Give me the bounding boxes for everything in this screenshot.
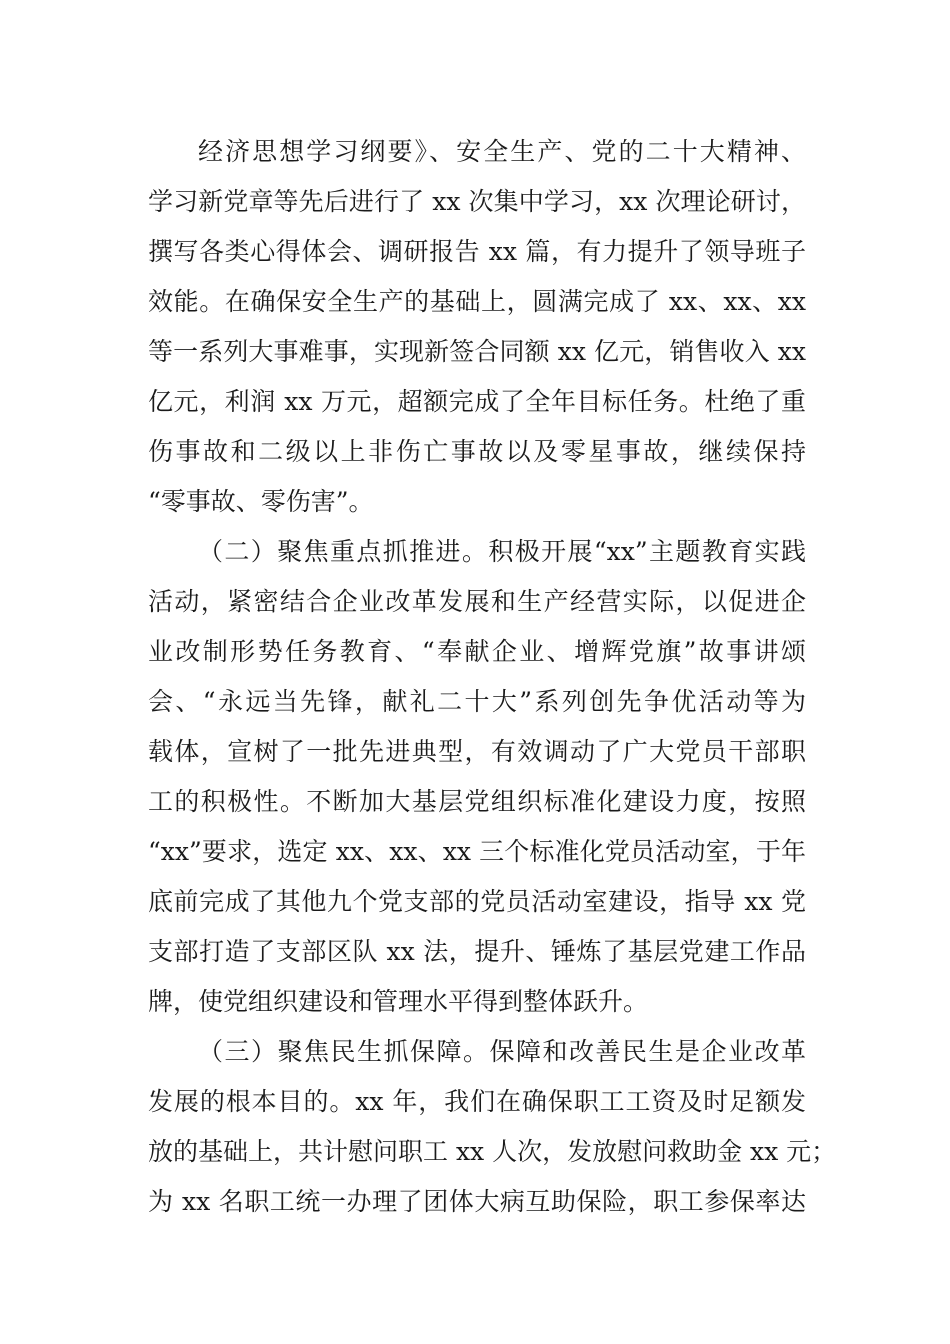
paragraph-line: 支部打造了支部区队 xx 法，提升、锤炼了基层党建工作品 — [148, 937, 806, 966]
paragraph-line: 载体，宣树了一批先进典型，有效调动了广大党员干部职 — [148, 737, 806, 766]
paragraph-line: “xx”要求，选定 xx、xx、xx 三个标准化党员活动室，于年 — [148, 837, 806, 866]
paragraph-line: 牌，使党组织建设和管理水平得到整体跃升。 — [148, 987, 649, 1016]
paragraph-line: 业改制形势任务教育、“奉献企业、增辉党旗”故事讲颂 — [148, 637, 806, 666]
paragraph-line: 经济思想学习纲要》、安全生产、党的二十大精神、 — [198, 137, 806, 166]
paragraph-line: 学习新党章等先后进行了 xx 次集中学习，xx 次理论研讨， — [148, 187, 806, 216]
paragraph-line: “零事故、零伤害”。 — [148, 487, 374, 516]
paragraph-line: 放的基础上，共计慰问职工 xx 人次，发放慰问救助金 xx 元； — [148, 1137, 837, 1166]
paragraph-line: 撰写各类心得体会、调研报告 xx 篇，有力提升了领导班子 — [148, 237, 806, 266]
paragraph-line: 活动，紧密结合企业改革发展和生产经营实际，以促进企 — [148, 587, 806, 616]
paragraph-line: 亿元，利润 xx 万元，超额完成了全年目标任务。杜绝了重 — [148, 387, 806, 416]
paragraph-line: 效能。在确保安全生产的基础上，圆满完成了 xx、xx、xx — [148, 287, 806, 316]
paragraph-line: 等一系列大事难事，实现新签合同额 xx 亿元，销售收入 xx — [148, 337, 806, 366]
paragraph-line: （二）聚焦重点抓推进。积极开展“xx”主题教育实践 — [198, 537, 806, 566]
paragraph-line: 工的积极性。不断加大基层党组织标准化建设力度，按照 — [148, 787, 806, 816]
paragraph-line: 为 xx 名职工统一办理了团体大病互助保险，职工参保率达 — [148, 1187, 806, 1216]
paragraph-line: 底前完成了其他九个党支部的党员活动室建设，指导 xx 党 — [148, 887, 806, 916]
paragraph-line: 会、“永远当先锋，献礼二十大”系列创先争优活动等为 — [148, 687, 806, 716]
paragraph-line: 发展的根本目的。xx 年，我们在确保职工工资及时足额发 — [148, 1087, 806, 1116]
paragraph-line: （三）聚焦民生抓保障。保障和改善民生是企业改革 — [198, 1037, 806, 1066]
paragraph-line: 伤事故和二级以上非伤亡事故以及零星事故，继续保持 — [148, 437, 806, 466]
